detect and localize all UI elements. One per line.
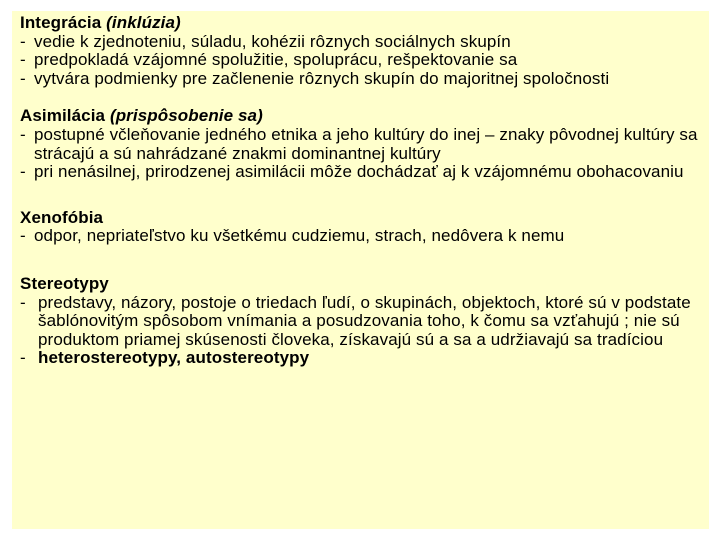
bullet-dash: - <box>20 162 26 182</box>
list-item-text: vytvára podmienky pre začlenenie rôznych skupín do majoritnej spoločnosti <box>34 68 610 88</box>
bullet-dash: - <box>20 31 26 51</box>
bullet-dash: - <box>20 226 26 246</box>
slide-background <box>12 11 709 529</box>
section-integracia <box>20 14 703 88</box>
slide-content <box>20 14 703 368</box>
bullet-dash: - <box>20 50 26 70</box>
list-item <box>20 33 703 52</box>
list-item <box>20 294 703 350</box>
bullet-list <box>20 227 703 246</box>
bullet-dash: - <box>20 124 26 144</box>
bullet-list <box>20 126 703 182</box>
section-heading <box>20 209 703 228</box>
bullet-list <box>20 33 703 89</box>
bullet-dash: - <box>20 292 26 312</box>
heading-term: Stereotypy <box>20 273 109 293</box>
list-item-text: odpor, nepriateľstvo ku všetkému cudziemu, strach, nedôvera k nemu <box>34 226 565 246</box>
list-item-text: pri nenásilnej, prirodzenej asimilácii môže dochádzať aj k vzájomnému obohacovaniu <box>34 162 684 182</box>
list-item-text: predpokladá vzájomné spolužitie, spoluprácu, rešpektovanie sa <box>34 50 518 70</box>
heading-subtitle: (prispôsobenie sa) <box>109 106 263 126</box>
bullet-dash: - <box>20 68 26 88</box>
list-item <box>20 163 703 182</box>
section-heading <box>20 14 703 33</box>
section-asimilacia <box>20 107 703 181</box>
bullet-dash: - <box>20 348 26 368</box>
section-xenofobia <box>20 209 703 246</box>
list-item <box>20 349 703 368</box>
heading-subtitle: (inklúzia) <box>106 13 181 32</box>
heading-term: Xenofóbia <box>20 207 104 227</box>
list-item <box>20 70 703 89</box>
heading-term: Asimilácia <box>20 106 106 126</box>
list-item-text: predstavy, názory, postoje o triedach ľudí, o skupinách, objektoch, ktoré sú v podstate šablónovitým spôsobom vnímania a posudzovania toho, k čomu sa vzťahujú ; nie sú produktom priamej skúsenosti človeka, získavajú sú a sa a udržiavajú sa tradíciou <box>38 292 691 349</box>
list-item-text: vedie k zjednoteniu, súladu, kohézii rôznych sociálnych skupín <box>34 31 511 51</box>
list-item <box>20 227 703 246</box>
bullet-list <box>20 294 703 368</box>
list-item <box>20 51 703 70</box>
section-stereotypy <box>20 275 703 368</box>
heading-term: Integrácia <box>20 13 102 32</box>
section-heading <box>20 275 703 294</box>
section-heading <box>20 107 703 126</box>
list-item-text: heterostereotypy, autostereotypy <box>38 348 310 368</box>
list-item-text: postupné včleňovanie jedného etnika a jeho kultúry do inej – znaky pôvodnej kultúry sa strácajú a sú nahrádzané znakmi dominantnej kultúry <box>34 124 698 163</box>
list-item <box>20 126 703 163</box>
